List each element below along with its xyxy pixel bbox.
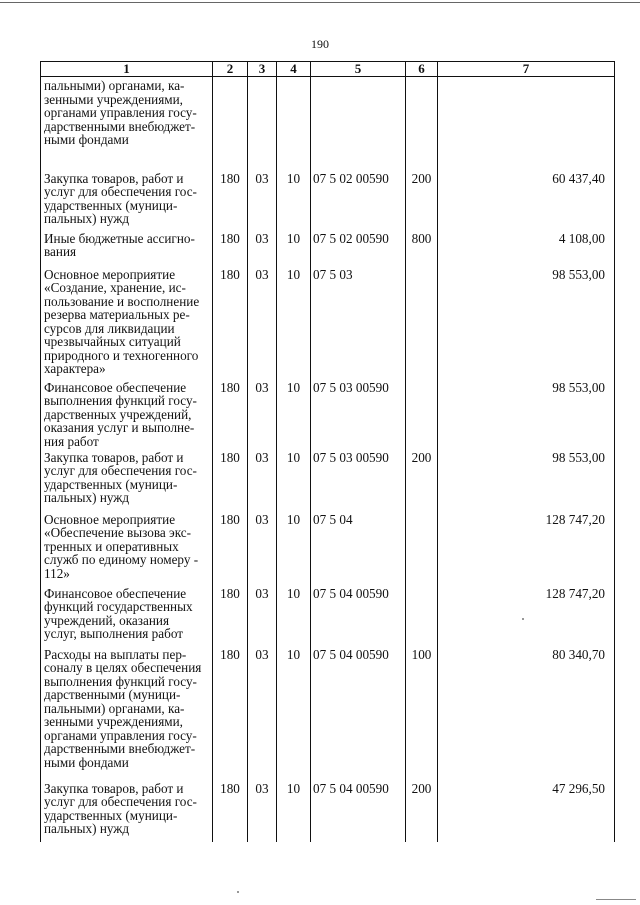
row-expense-type [406,511,438,585]
table-row [41,379,615,449]
scan-mark [596,899,636,900]
row-section-code: 03 [248,379,277,449]
row-section-code [248,77,277,170]
header-col-3: 3 [248,62,277,77]
row-target-code: 07 5 02 00590 [311,170,406,230]
row-section-code: 03 [248,230,277,266]
row-section-code: 03 [248,585,277,646]
row-amount: 80 340,70 [438,646,615,780]
row-target-code: 07 5 04 00590 [311,780,406,842]
row-target-code: 07 5 04 00590 [311,585,406,646]
row-section-code: 03 [248,646,277,780]
row-target-code: 07 5 03 00590 [311,379,406,449]
row-admin-code: 180 [213,646,248,780]
row-name: Закупка товаров, работ и услуг для обеспечения гос- ударственных (муници- пальных) нужд [41,780,213,842]
row-amount [438,77,615,170]
table-row [41,170,615,230]
row-target-code: 07 5 04 [311,511,406,585]
row-name: Иные бюджетные ассигно- вания [41,230,213,266]
header-col-7: 7 [438,62,615,77]
row-admin-code: 180 [213,170,248,230]
row-target-code: 07 5 04 00590 [311,646,406,780]
row-subsection-code: 10 [277,230,311,266]
row-amount: 60 437,40 [438,170,615,230]
scan-dot [522,618,524,620]
row-subsection-code: 10 [277,511,311,585]
row-amount: 128 747,20 [438,585,615,646]
table-row [41,230,615,266]
page-top-rule [0,2,640,3]
row-admin-code [213,77,248,170]
row-admin-code: 180 [213,511,248,585]
row-amount: 98 553,00 [438,449,615,511]
row-subsection-code [277,77,311,170]
row-target-code [311,77,406,170]
row-admin-code: 180 [213,780,248,842]
budget-table [40,61,615,842]
row-expense-type: 800 [406,230,438,266]
table-row [41,511,615,585]
table-row [41,449,615,511]
row-expense-type [406,379,438,449]
row-subsection-code: 10 [277,780,311,842]
row-section-code: 03 [248,780,277,842]
table-row [41,266,615,379]
page-number: 190 [311,37,329,51]
row-name: Основное мероприятие «Обеспечение вызова экс- тренных и оперативных служб по единому номеру - 112» [41,511,213,585]
row-admin-code: 180 [213,266,248,379]
row-subsection-code: 10 [277,379,311,449]
row-expense-type [406,77,438,170]
row-section-code: 03 [248,449,277,511]
row-section-code: 03 [248,170,277,230]
row-name: Финансовое обеспечение функций государственных учреждений, оказания услуг, выполнения работ [41,585,213,646]
row-subsection-code: 10 [277,170,311,230]
row-admin-code: 180 [213,585,248,646]
row-subsection-code: 10 [277,266,311,379]
row-amount: 47 296,50 [438,780,615,842]
table-row [41,77,615,170]
row-name: пальными) органами, ка- зенными учреждениями, органами управления госу- дарственными внебюджет- ными фондами [41,77,213,170]
row-subsection-code: 10 [277,585,311,646]
row-expense-type [406,266,438,379]
row-subsection-code: 10 [277,449,311,511]
row-amount: 128 747,20 [438,511,615,585]
row-amount: 98 553,00 [438,379,615,449]
row-target-code: 07 5 02 00590 [311,230,406,266]
row-target-code: 07 5 03 [311,266,406,379]
row-section-code: 03 [248,511,277,585]
table-header-row [41,62,615,77]
row-target-code: 07 5 03 00590 [311,449,406,511]
row-expense-type: 200 [406,449,438,511]
table-row [41,646,615,780]
header-col-5: 5 [311,62,406,77]
row-admin-code: 180 [213,449,248,511]
row-name: Закупка товаров, работ и услуг для обеспечения гос- ударственных (муници- пальных) нужд [41,170,213,230]
header-col-2: 2 [213,62,248,77]
row-name: Основное мероприятие «Создание, хранение, ис- пользование и восполнение резерва материальных ре- сурсов для ликвидации чрезвычайных ситуаций природного и техногенного характера» [41,266,213,379]
row-name: Финансовое обеспечение выполнения функций госу- дарственных учреждений, оказания услуг и выполне- ния работ [41,379,213,449]
header-col-4: 4 [277,62,311,77]
row-admin-code: 180 [213,379,248,449]
table-row [41,780,615,842]
row-name: Расходы на выплаты пер- соналу в целях обеспечения выполнения функций госу- дарственными (муници- пальными) органами, ка- зенными учреждениями, органами управления госу- дарственными внебюджет- ными фондами [41,646,213,780]
scan-dot [237,891,239,893]
header-col-6: 6 [406,62,438,77]
row-amount: 4 108,00 [438,230,615,266]
row-subsection-code: 10 [277,646,311,780]
row-expense-type: 200 [406,170,438,230]
row-admin-code: 180 [213,230,248,266]
table-row [41,585,615,646]
row-expense-type [406,585,438,646]
row-section-code: 03 [248,266,277,379]
row-expense-type: 200 [406,780,438,842]
row-expense-type: 100 [406,646,438,780]
header-col-1: 1 [41,62,213,77]
row-amount: 98 553,00 [438,266,615,379]
row-name: Закупка товаров, работ и услуг для обеспечения гос- ударственных (муници- пальных) нужд [41,449,213,511]
